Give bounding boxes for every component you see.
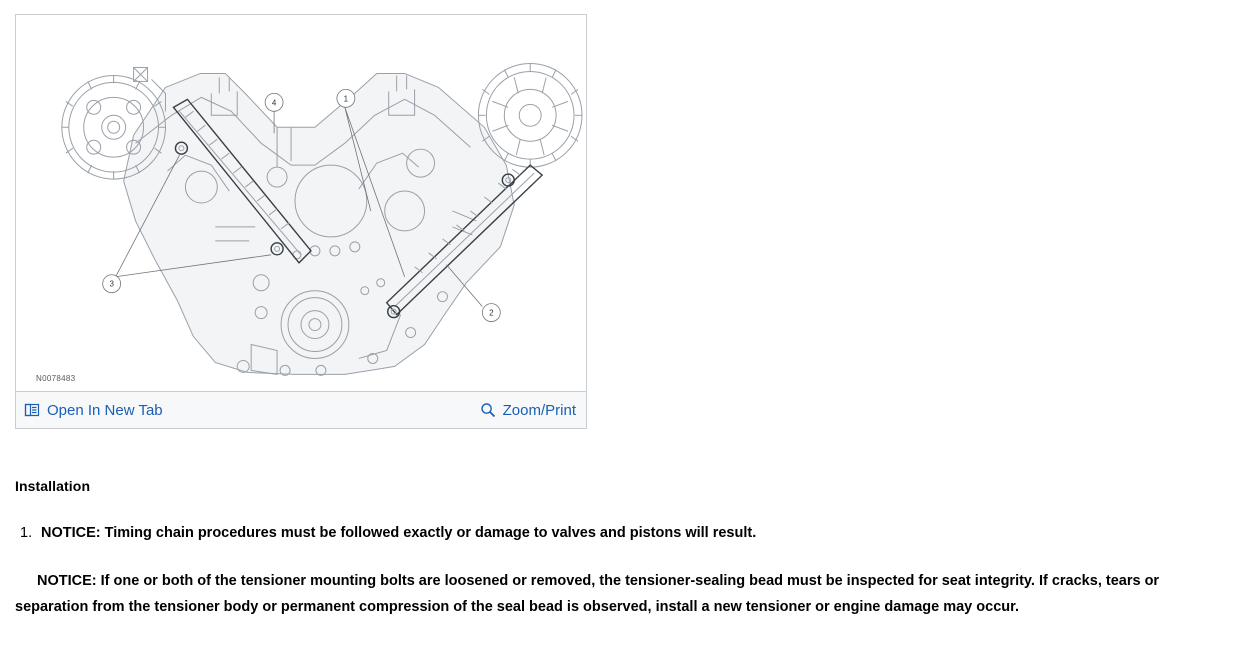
callout-1 [337, 89, 355, 107]
installation-step-list [15, 520, 1230, 546]
figure-panel [15, 14, 587, 429]
svg-text:1: 1 [343, 94, 349, 104]
open-in-new-tab-button[interactable] [24, 402, 163, 419]
magnifier-icon [480, 402, 496, 418]
notice-tensioner-seal: NOTICE: If one or both of the tensioner mounting bolts are loosened or removed, the tensioner-sealing bead must be inspected for seat integrity. If cracks, tears or separation from the tensioner body or permanent compression of the seal bead is observed, install a new tensioner or engine damage may occur. [15, 573, 1160, 615]
zoom-print-button[interactable] [480, 402, 576, 419]
callout-4 [265, 93, 283, 111]
figure-image-area [16, 15, 586, 391]
callout-2 [482, 304, 500, 322]
open-in-new-tab-label: Open In New Tab [47, 401, 163, 419]
step-number: 1. [20, 525, 33, 541]
installation-content [15, 478, 1230, 620]
notice-timing-chain: NOTICE: Timing chain procedures must be followed exactly or damage to valves and pistons will result. [41, 525, 757, 541]
figure-image-code: N0078483 [36, 374, 76, 383]
page-title: Installation [15, 478, 91, 494]
svg-text:2: 2 [489, 308, 494, 318]
list-item [15, 520, 1230, 546]
svg-text:3: 3 [109, 279, 114, 289]
zoom-print-label: Zoom/Print [502, 401, 576, 419]
svg-text:4: 4 [271, 98, 277, 108]
figure-toolbar [16, 391, 586, 428]
open-in-new-tab-icon [24, 402, 40, 418]
callout-3 [103, 275, 121, 293]
engine-timing-chain-diagram [16, 15, 586, 391]
